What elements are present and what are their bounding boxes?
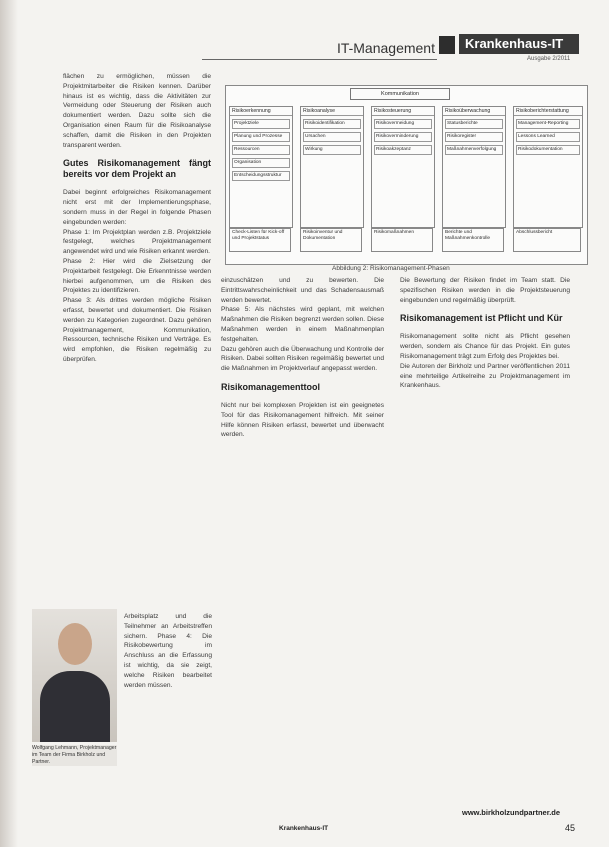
col3-body1: Die Bewertung der Risiken findet im Team statt. Die spezifischen Risiken werden in die Projektsteuerung eingebunden und regelmäßig überprüft. — [400, 277, 570, 304]
section-title: IT-Management — [336, 40, 435, 56]
issue-label: Ausgabe 2/2011 — [527, 56, 571, 62]
author-photo — [32, 609, 117, 742]
diagram-cell: Entscheidungsstruktur — [232, 171, 290, 181]
col1-body: Dabei beginnt erfolgreiches Risikomanagement nicht erst mit der Implementierungsphase, sondern muss in der Regel in folgende Phasen eingebunden werden: — [63, 189, 211, 226]
diagram-cell: Risikoidentifikation — [303, 119, 361, 129]
header-rule — [202, 59, 437, 60]
author-suit — [40, 671, 110, 742]
col1-heading: Gutes Risikomanagement fängt bereits vor dem Projekt an — [63, 158, 211, 180]
photo-caption: Wolfgang Lehmann, Projektmanager im Team der Firma Birkholz und Partner. — [32, 745, 117, 765]
diagram-cell: Wirkung — [303, 145, 361, 155]
col3-body3: Die Autoren der Birkholz und Partner veröffentlichen 2011 eine mehrteilige Artikelreihe zu Projektmanagement im Krankenhaus. — [400, 362, 570, 390]
diagram-bottom: Risikomaßnahmen — [371, 228, 433, 252]
diagram-cell: Statusberichte — [445, 119, 503, 129]
diagram-bottom: Check-Listen für Kick-off und Projektstatus — [229, 228, 291, 252]
footer-logo: Krankenhaus-IT — [279, 825, 329, 832]
diagram-cell: Risikodokumentation — [516, 145, 580, 155]
diagram-cell: Risikoregister — [445, 132, 503, 142]
diagram-cell: Projektziele — [232, 119, 290, 129]
diagram-col-head: Risikoüberwachung — [443, 107, 505, 116]
risk-diagram — [225, 85, 588, 265]
col2-body2: Dazu gehören auch die Überwachung und Kontrolle der Risiken. Dabei sollten Risiken regelmäßig bewertet und die Maßnahmen im Projektverlauf angepasst werden. — [221, 345, 384, 373]
diagram-col-head: Risikoanalyse — [301, 107, 363, 116]
diagram-cell: Management-Reporting — [516, 119, 580, 129]
col1-phase3: Phase 3: Als drittes werden mögliche Risiken erfasst, bewertet und dokumentiert. Die Risiken werden zu Kategorien zugeordnet. Dazu gehören Projektmanagement, Kommunikation, Ressourcen, technische Risiken und Verträge. Es wird empfohlen, die Risiken regelmäßig zu überprüfen. — [63, 297, 211, 363]
col3-body2: Risikomanagement sollte nicht als Pflicht gesehen werden, sondern als Chance für das Projekt. Ein gutes Risikomanagement trägt zum Erfolg des Projektes bei. — [400, 333, 570, 360]
diagram-bottom: Risikoinventur und Dokumentation — [300, 228, 362, 252]
diagram-cell: Risikoverminderung — [374, 132, 432, 142]
col2-body3: Nicht nur bei komplexen Projekten ist ein geeignetes Tool für das Risikomanagement hilfreich. Mit seiner Hilfe können Risiken erfasst, bewertet und überwacht werden. — [221, 401, 384, 439]
diagram-column — [442, 106, 506, 228]
diagram-bottom: Berichte und Maßnahmenkontrolle — [442, 228, 504, 252]
column-1b — [124, 612, 212, 690]
diagram-col-head: Risikoberichterstattung — [514, 107, 582, 116]
diagram-column — [513, 106, 583, 228]
col1-phase4: Arbeitsplatz und die Teilnehmer an Arbeitstreffen sichern. Phase 4: Die Risikobewertung im Anschluss an die Erfassung ist wichtig, da sie zeigt, welche Risiken bearbeitet werden müssen. — [124, 613, 212, 689]
page-number: 45 — [565, 823, 576, 833]
diagram-column — [229, 106, 293, 228]
column-2 — [221, 276, 384, 440]
col3-heading: Risikomanagement ist Pflicht und Kür — [400, 313, 563, 324]
diagram-cell: Maßnahmenverfolgung — [445, 145, 503, 155]
col2-heading: Risikomanagementtool — [221, 381, 321, 392]
magazine-logo-icon — [439, 36, 455, 54]
author-head — [58, 623, 92, 665]
column-1 — [63, 72, 211, 365]
diagram-bottom: Abschlussbericht — [513, 228, 581, 252]
col1-intro: flächen zu ermöglichen, müssen die Projektmitarbeiter die Risiken kennen. Darüber hinaus ist es wichtig, dass die Aktivitäten zur Vermeidung oder Steuerung der Risiken auch dokumentiert werden. Dazu sollte sich die Organisation einen Raum für die Risikoanalyse schaffen, damit die Risiken in den Projekten transparent werden. — [63, 73, 211, 149]
col2-body1: einzuschätzen und zu bewerten. Die Eintrittswahrscheinlichkeit und das Schadensausmaß werden bewertet. — [221, 277, 384, 304]
col1-phase2: Phase 2: Hier wird die Zielsetzung der Projektarbeit festgelegt. Die Erkenntnisse werden hierbei aufgenommen, um die Risiken des Projektes zu identifizieren. — [63, 257, 211, 295]
diagram-col-head: Risikoerkennung — [230, 107, 292, 116]
diagram-cell: Planung und Prozesse — [232, 132, 290, 142]
diagram-cell: Risikoakzeptanz — [374, 145, 432, 155]
diagram-top-label: Kommunikation — [350, 88, 450, 100]
diagram-column — [300, 106, 364, 228]
page-fold-shadow — [0, 0, 18, 847]
diagram-cell: Lessons Learned — [516, 132, 580, 142]
diagram-column — [371, 106, 435, 228]
diagram-cell: Ursachen — [303, 132, 361, 142]
diagram-cell: Ressourcen — [232, 145, 290, 155]
diagram-caption: Abbildung 2: Risikomanagement-Phasen — [332, 265, 450, 272]
website-link[interactable]: www.birkholzundpartner.de — [462, 808, 561, 817]
magazine-logo: Krankenhaus-IT — [459, 34, 579, 54]
diagram-cell: Organisation — [232, 158, 290, 168]
col2-phase5: Phase 5: Als nächstes wird geplant, mit welchen Maßnahmen die Risiken begrenzt werden sollen. Diese Maßnahmen werden in einem Maßnahmenplan festgehalten. — [221, 306, 384, 343]
col1-phase1: Phase 1: Im Projektplan werden z.B. Projektziele festgelegt, welches Projektmanagement angewendet wird und wie Risiken erkannt werden. — [63, 228, 211, 256]
column-3 — [400, 276, 570, 391]
diagram-cell: Risikovermeidung — [374, 119, 432, 129]
diagram-col-head: Risikosteuerung — [372, 107, 434, 116]
